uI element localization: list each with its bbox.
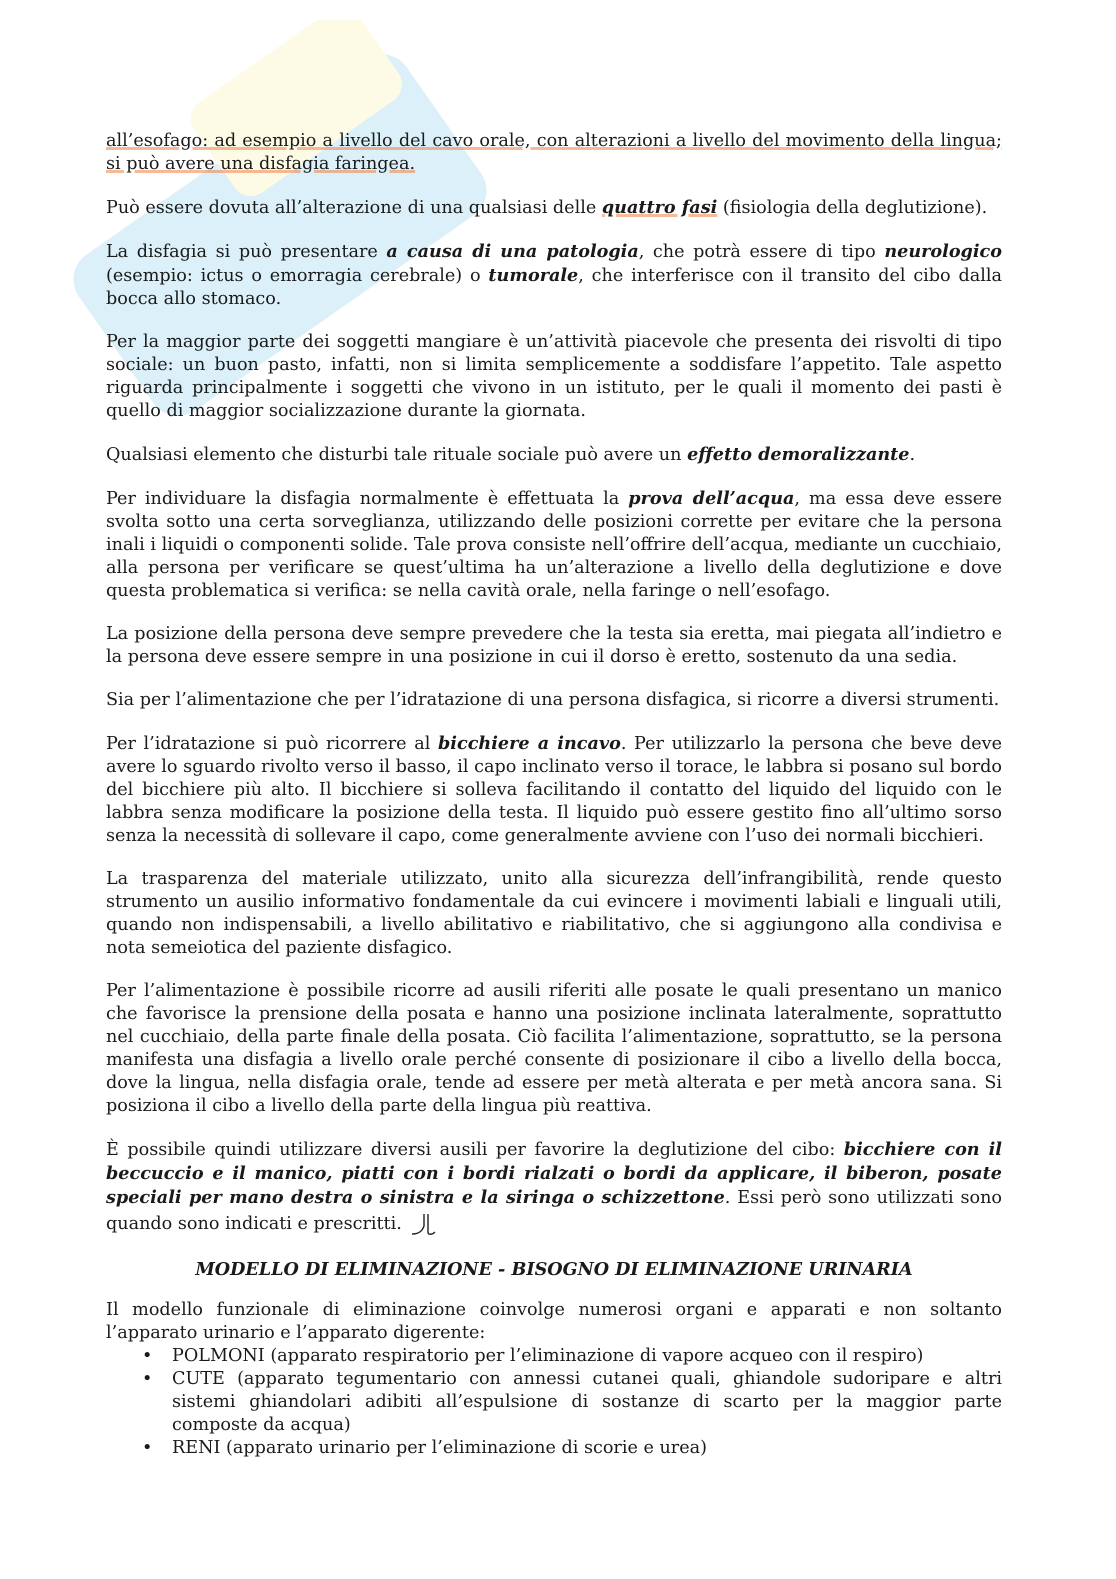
paragraph-9 <box>106 732 1002 848</box>
section-intro <box>106 1299 1002 1345</box>
list-item-text: CUTE (apparato tegumentario con annessi cutanei quali, ghiandole sudoripare e altri sistemi ghiandolari adibiti all’espulsione di sostanze di scarto per la maggior parte composte da acqua) <box>172 1369 1002 1435</box>
list-item <box>142 1345 1002 1368</box>
emphasis-effetto-demoralizzante: effetto demoralizzante <box>687 444 910 465</box>
paragraph-10-text: La trasparenza del materiale utilizzato, unito alla sicurezza dell’infrangibilità, rende questo strumento un ausilio informativo fondamentale da cui evincere i movimenti labiali e linguali utili, quando non indispensabili, a livello abilitativo e riabilitativo, che si aggiungono alla condivisa e nota semeiotica del paziente disfagico. <box>106 869 1002 958</box>
paragraph-12-text-a: È possibile quindi utilizzare diversi ausili per favorire la deglutizione del cibo: <box>106 1140 844 1160</box>
paragraph-3-text-c: , che potrà essere di tipo <box>638 242 885 262</box>
paragraph-2 <box>106 196 1002 220</box>
paragraph-4 <box>106 331 1002 423</box>
paragraph-11-text: Per l’alimentazione è possibile ricorre ad ausili riferiti alle posate le quali presentano un manico che favorisce la prensione della posata e hanno una posizione inclinata lateralmente, soprattutto nel cucchiaio, della parte finale della posata. Ciò facilita l’alimentazione, soprattutto, se la persona manifesta una disfagia a livello orale perché consente di posizionare il cibo a livello della bocca, dove la lingua, nella disfagia orale, tende ad essere per metà alterata e per metà ancora sana. Si posiziona il cibo a livello della parte della lingua più reattiva. <box>106 981 1002 1116</box>
paragraph-1 <box>106 130 1002 176</box>
paragraph-7 <box>106 623 1002 669</box>
paragraph-6 <box>106 487 1002 603</box>
handwritten-bracket-icon <box>408 1210 438 1238</box>
paragraph-5-text-a: Qualsiasi elemento che disturbi tale rituale sociale può avere un <box>106 445 688 465</box>
paragraph-3 <box>106 240 1002 311</box>
emphasis-ausili-list: bicchiere con il beccuccio e il manico, piatti con i bordi rialzati o bordi da applicare, il biberon, posate speciali per mano destra o sinistra e la siringa o schizzettone <box>106 1139 1002 1208</box>
paragraph-8 <box>106 689 1002 712</box>
emphasis-causa-patologia: a causa di una patologia <box>386 241 639 262</box>
emphasis-neurologico: neurologico <box>884 241 1002 262</box>
bullet-icon: • <box>142 1346 153 1366</box>
paragraph-7-text: La posizione della persona deve sempre prevedere che la testa sia eretta, mai piegata all’indietro e la persona deve essere sempre in una posizione in cui il dorso è eretto, sostenuto da una sedia. <box>106 624 1002 667</box>
paragraph-9-text-a: Per l’idratazione si può ricorrere al <box>106 734 438 754</box>
list-item-text: POLMONI (apparato respiratorio per l’eliminazione di vapore acqueo con il respiro) <box>172 1346 924 1366</box>
paragraph-2-text-a: Può essere dovuta all’alterazione di una qualsiasi delle <box>106 198 602 218</box>
paragraph-4-text: Per la maggior parte dei soggetti mangiare è un’attività piacevole che presenta dei risvolti di tipo sociale: un buon pasto, infatti, non si limita semplicemente a soddisfare l’appetito. Tale aspetto riguarda principalmente i soggetti che vivono in un istituto, per le quali il momento dei pasti è quello di maggior socializzazione durante la giornata. <box>106 332 1002 421</box>
emphasis-quattro-fasi: quattro fasi <box>601 197 718 218</box>
paragraph-12-text-c: . Essi però sono utilizzati sono quando sono indicati e prescritti. <box>106 1188 1002 1234</box>
paragraph-12 <box>106 1138 1002 1238</box>
emphasis-bicchiere-incavo: bicchiere a incavo <box>438 733 621 754</box>
paragraph-3-text-e: (esempio: ictus o emorragia cerebrale) o <box>106 266 489 286</box>
emphasis-prova-acqua: prova dell’acqua <box>628 488 795 509</box>
paragraph-1-text: all’esofago: ad esempio a livello del cavo orale, con alterazioni a livello del movimento della lingua; si può avere una disfagia faringea. <box>106 131 1002 174</box>
bullet-icon: • <box>142 1369 153 1389</box>
section-heading: MODELLO DI ELIMINAZIONE - BISOGNO DI ELIMINAZIONE URINARIA <box>195 1259 913 1280</box>
document-page <box>106 130 1002 1460</box>
paragraph-8-text: Sia per l’alimentazione che per l’idratazione di una persona disfagica, si ricorre a diversi strumenti. <box>106 690 1000 710</box>
paragraph-5 <box>106 443 1002 467</box>
paragraph-6-text-c: , ma essa deve essere svolta sotto una certa sorveglianza, utilizzando delle posizioni corrette per evitare che la persona inali i liquidi o componenti solide. Tale prova consiste nell’offrire dell’acqua, mediante un cucchiaio, alla persona per verificare se quest’ultima ha un’alterazione a livello della deglutizione e dove questa problematica si verifica: se nella cavità orale, nella faringe o nell’esofago. <box>106 489 1002 601</box>
paragraph-3-text-g: , che interferisce con il transito del cibo dalla bocca allo stomaco. <box>106 266 1002 309</box>
paragraph-6-text-a: Per individuare la disfagia normalmente è effettuata la <box>106 489 629 509</box>
paragraph-2-text-c: (fisiologia della deglutizione). <box>717 198 988 218</box>
paragraph-11 <box>106 980 1002 1118</box>
paragraph-9-text-c: . Per utilizzarlo la persona che beve deve avere lo sguardo rivolto verso il basso, il capo inclinato verso il torace, le labbra si posano sul bordo del bicchiere più alto. Il bicchiere si solleva facilitando il contatto del liquido del liquido con le labbra senza modificare la posizione della testa. Il liquido può essere gestito fino all’ultimo sorso senza la necessità di sollevare il capo, come generalmente avviene con l’uso dei normali bicchieri. <box>106 734 1002 846</box>
list-item <box>142 1368 1002 1437</box>
section-intro-text: Il modello funzionale di eliminazione coinvolge numerosi organi e apparati e non soltanto l’apparato urinario e l’apparato digerente: <box>106 1300 1002 1343</box>
list-item <box>142 1437 1002 1460</box>
paragraph-10 <box>106 868 1002 960</box>
emphasis-tumorale: tumorale <box>488 265 579 286</box>
organs-list <box>106 1345 1002 1460</box>
paragraph-5-text-c: . <box>909 445 916 465</box>
bullet-icon: • <box>142 1438 153 1458</box>
paragraph-3-text-a: La disfagia si può presentare <box>106 242 387 262</box>
list-item-text: RENI (apparato urinario per l’eliminazione di scorie e urea) <box>172 1438 707 1458</box>
